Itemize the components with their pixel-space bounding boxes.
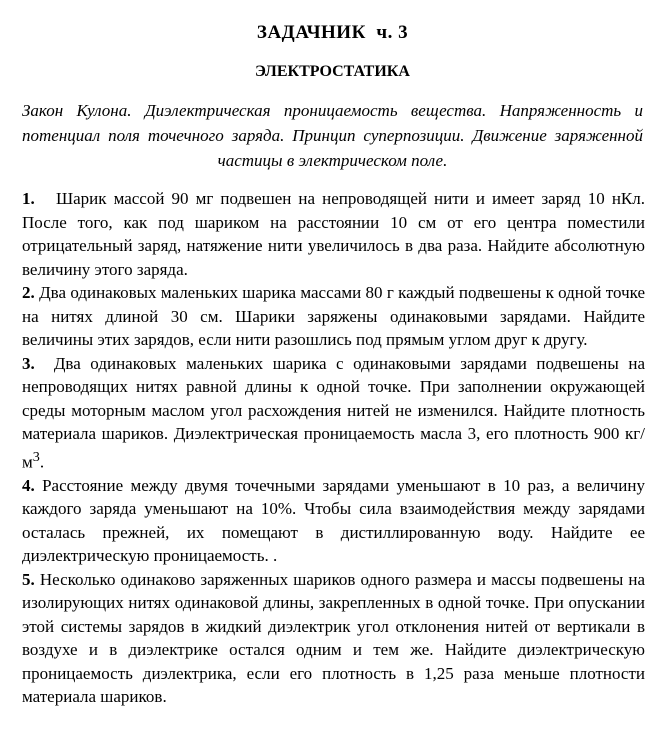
problem-item bbox=[22, 474, 645, 568]
problem-text: Два одинаковых маленьких шарика с одинаковыми зарядами подвешены на непроводящих нитях равной длины к одной точке. При заполнении окружающей среды моторным маслом угол расхождения нитей не изменился. Найдите плотность материала шариков. Диэлектрическая проницаемость масла 3, его плотность 900 кг/м bbox=[22, 353, 645, 472]
problem-item bbox=[22, 352, 645, 474]
problem-text: Шарик массой 90 мг подвешен на непроводящей нити и имеет заряд 10 нКл. После того, как под шариком на расстоянии 10 см от его центра поместили отрицательный заряд, натяжение нити увеличилось в два раза. Найдите абсолютную величину этого заряда. bbox=[22, 189, 645, 279]
problem-number: 5. bbox=[22, 569, 35, 589]
section-title: ЭЛЕКТРОСТАТИКА bbox=[255, 63, 410, 80]
topics-summary: Закон Кулона. Диэлектрическая проницаемость вещества. Напряженность и потенциал поля точечного заряда. Принцип суперпозиции. Движение заряженной частицы в электрическом поле. bbox=[22, 101, 643, 170]
problem-text: Два одинаковых маленьких шарика массами 80 г каждый подвешены к одной точке на нитях длиной 30 см. Шарики заряжены одинаковыми зарядами. Найдите величины этих зарядов, если нити разошлись под прямым углом друг к другу. bbox=[22, 283, 646, 349]
problem-number: 4. bbox=[22, 475, 35, 495]
problem-number: 3. bbox=[22, 353, 35, 373]
problem-item bbox=[22, 568, 645, 709]
problem-text: Несколько одинаково заряженных шариков одного размера и массы подвешены на изолирующих нитях одинаковой длины, закрепленных в одной точке. При опускании этой системы зарядов в жидкий диэлектрик угол отклонения нитей от вертикали в воздухе и в диэлектрике остался одним и тем же. Найдите диэлектрическую проницаемость диэлектрика, если его плотность в 1,25 раза меньше плотности материала шариков. bbox=[22, 569, 645, 707]
problem-list bbox=[22, 187, 645, 709]
problem-item bbox=[22, 187, 645, 281]
problem-number: 2. bbox=[22, 283, 35, 302]
problem-text-tail: . bbox=[39, 452, 45, 472]
problem-text: Расстояние между двумя точечными зарядами уменьшают в 10 раз, а величину каждого заряда уменьшают на 10%. Чтобы сила взаимодействия между зарядами осталась прежней, их помещают в дистиллированную воду. Найдите ее диэлектрическую проницаемость. . bbox=[22, 475, 645, 566]
problem-number: 1. bbox=[22, 189, 35, 208]
superscript: 3 bbox=[32, 448, 40, 465]
problem-item bbox=[22, 281, 645, 352]
page-title: ЗАДАЧНИК ч. 3 bbox=[256, 22, 409, 43]
